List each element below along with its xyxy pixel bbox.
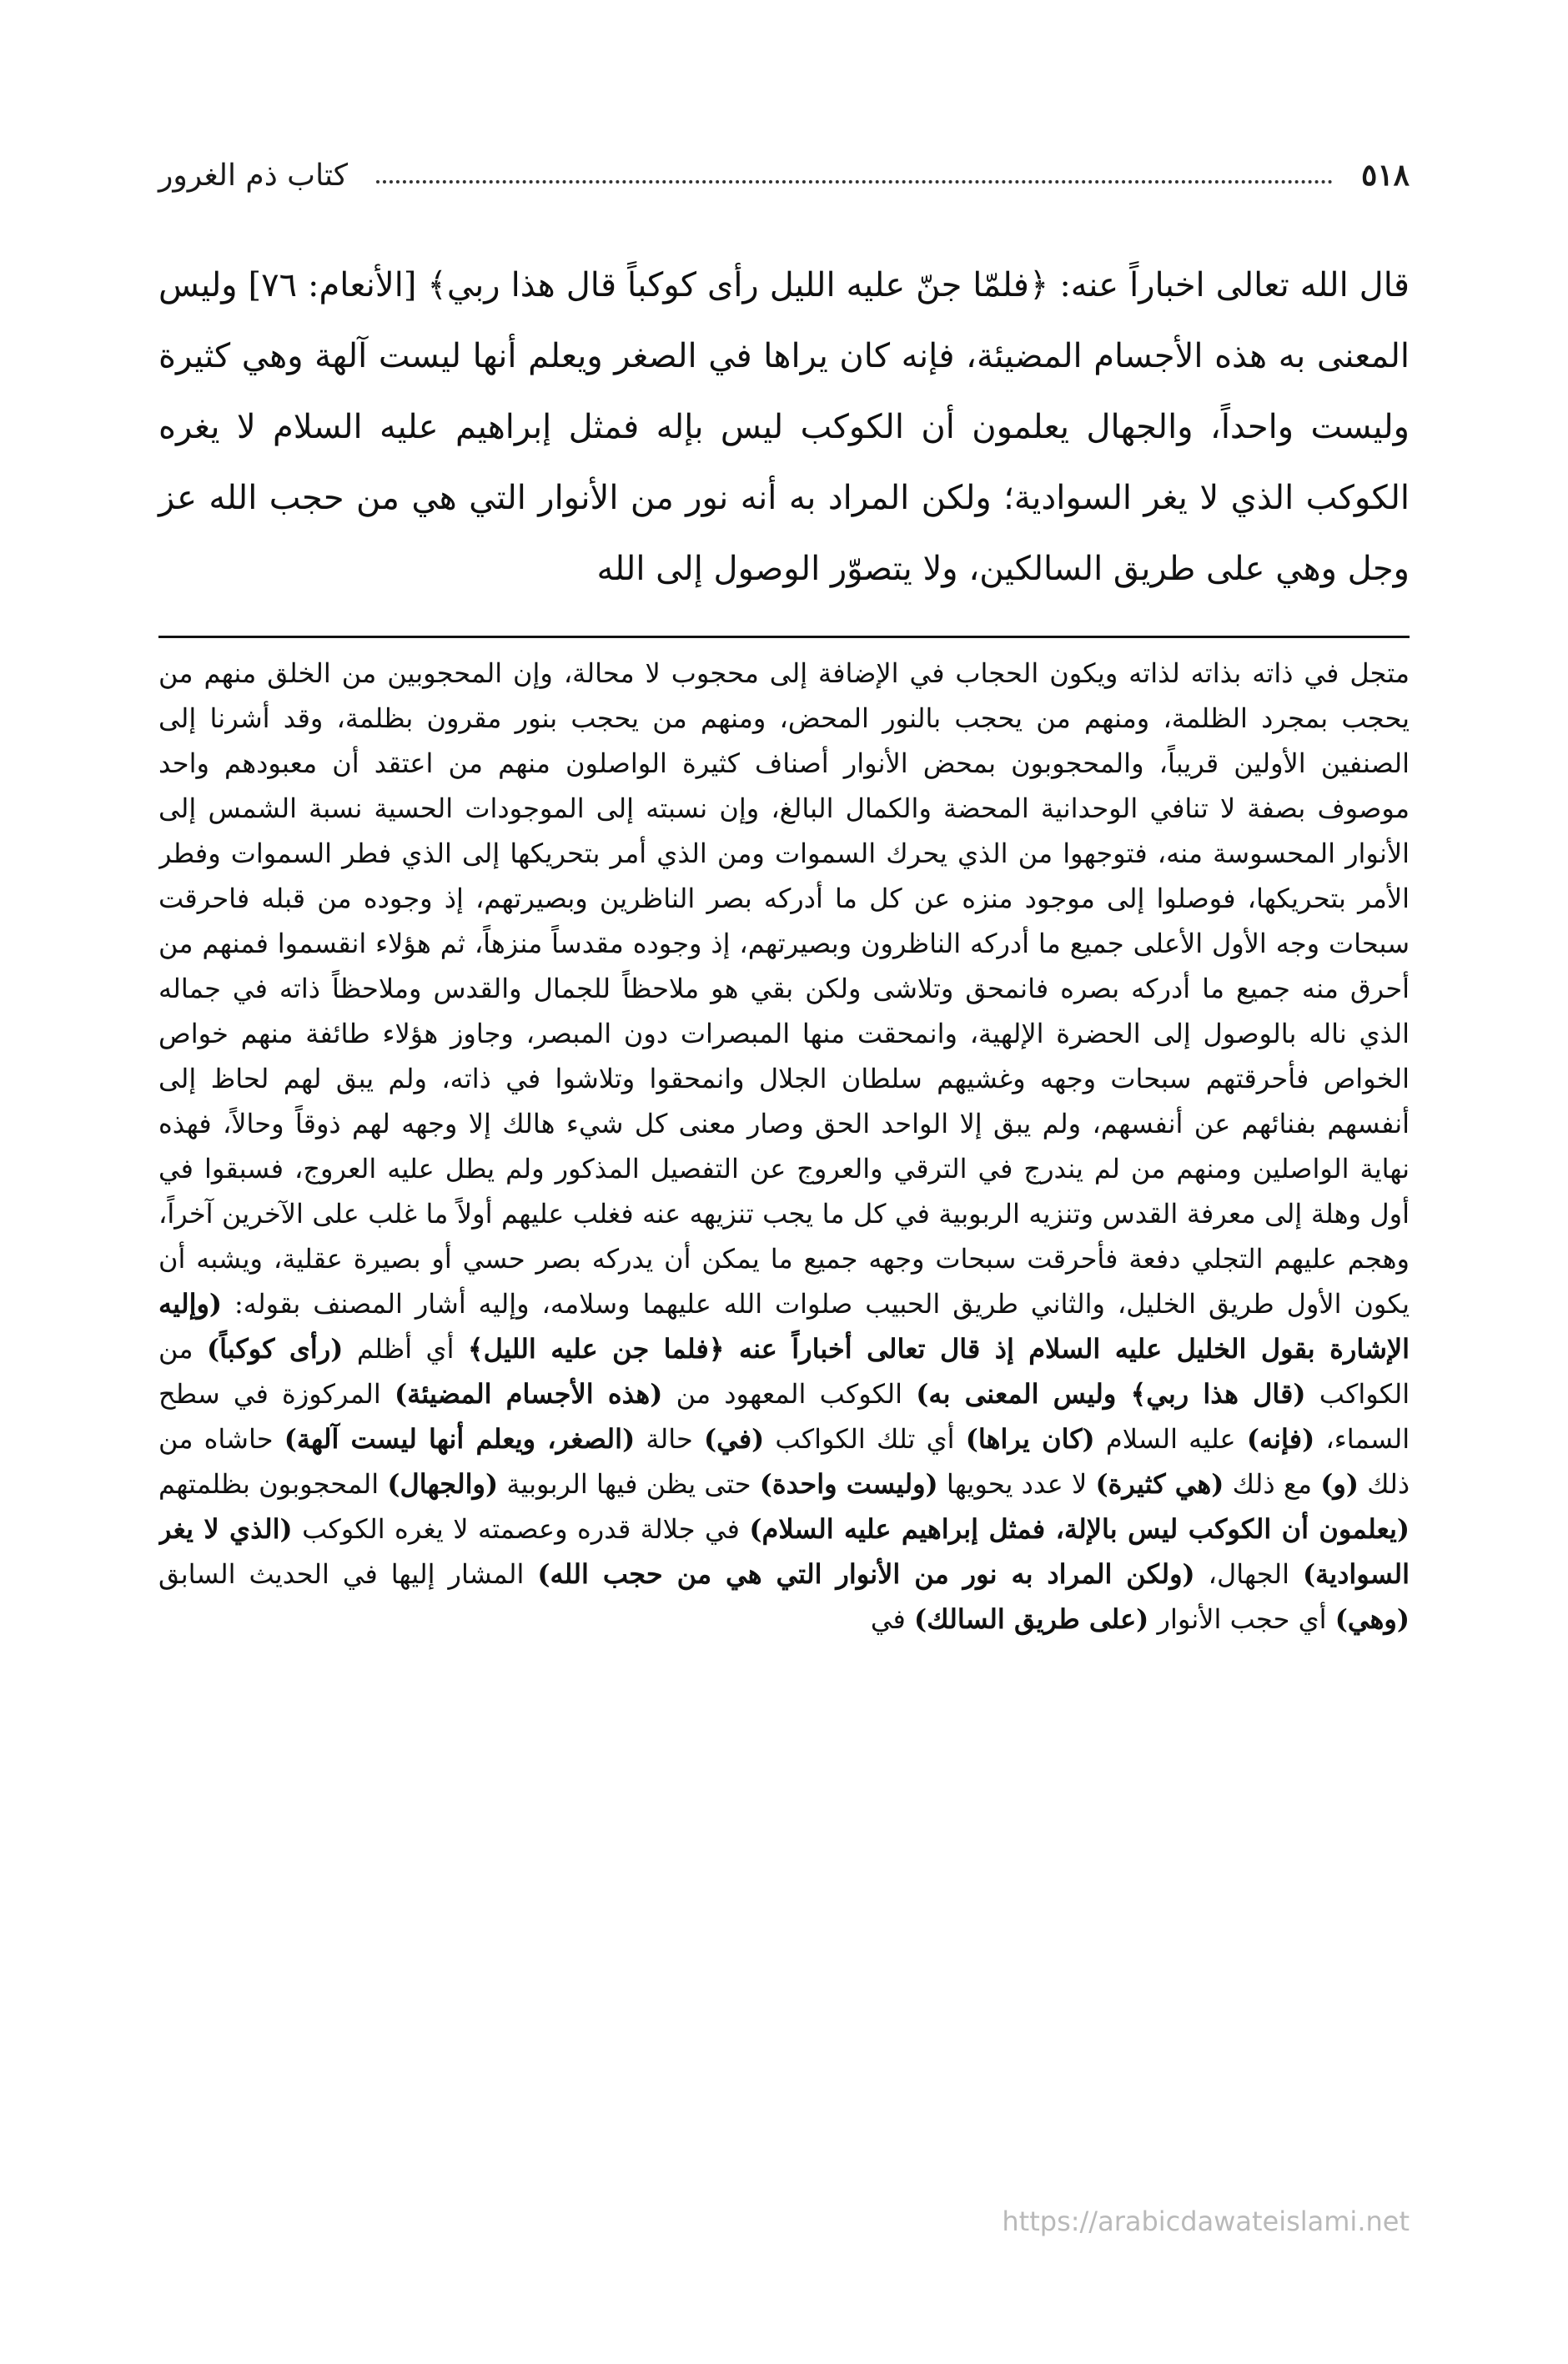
commentary-text: حتى يظن فيها الربوبية [506, 1468, 751, 1500]
commentary-text: من الكواكب [158, 1333, 1410, 1410]
commentary-paragraph [158, 651, 1410, 1642]
commentary-text: أي أظلم [356, 1333, 455, 1365]
commentary-text: حاشاه من ذلك [158, 1423, 1410, 1500]
commentary-text: المحجوبون بظلمتهم [158, 1468, 379, 1500]
commentary-emphasis: (كان يراها) [965, 1423, 1095, 1455]
commentary-text: أي تلك الكواكب [775, 1423, 955, 1455]
commentary-text: عليه السلام [1105, 1423, 1236, 1455]
commentary-emphasis: (هي كثيرة) [1095, 1468, 1224, 1500]
commentary-emphasis: (الذي لا يغر السوادية) [158, 1513, 1410, 1590]
commentary-emphasis: (والجهال) [387, 1468, 499, 1500]
commentary-emphasis: (رأى كوكباً) [206, 1333, 344, 1365]
running-title: كتاب ذم الغرور [158, 158, 349, 193]
commentary-emphasis: (يعلمون أن الكوكب ليس بالإلة، فمثل إبراهيم عليه السلام) [749, 1513, 1410, 1545]
commentary-text: مع ذلك [1232, 1468, 1312, 1500]
commentary [158, 651, 1410, 2236]
page-number: ٥١٨ [1360, 158, 1410, 193]
watermark-url: https://arabicdawateislami.net [1002, 2206, 1410, 2237]
commentary-emphasis: (و) [1320, 1468, 1359, 1500]
main-paragraph: قال الله تعالى اخباراً عنه: ﴿فلمّا جنّ عليه الليل رأى كوكباً قال هذا ربي﴾ [الأنعام: ٧٦] وليس المعنى به هذه الأجسام المضيئة، فإنه كان يراها في الصغر ويعلم أنها ليست آلهة وهي كثيرة وليست واحداً، والجهال يعلمون أن الكوكب ليس بإله فمثل إبراهيم عليه السلام لا يغره الكوكب الذي لا يغر السوادية؛ ولكن المراد به أنه نور من الأنوار التي هي من حجب الله عز وجل وهي على طريق السالكين، ولا يتصوّر الوصول إلى الله [158, 266, 1410, 588]
commentary-text: الجهال، [1208, 1558, 1289, 1590]
footnote-divider [158, 636, 1410, 638]
commentary-emphasis: (ولكن المراد به نور من الأنوار التي هي من حجب الله) [537, 1558, 1195, 1590]
commentary-text: المركوزة في سطح السماء، [158, 1378, 1410, 1455]
commentary-text: المشار إليها في الحديث السابق [158, 1558, 525, 1590]
page-header [158, 150, 1410, 200]
commentary-text: متجل في ذاته بذاته لذاته ويكون الحجاب في الإضافة إلى محجوب لا محالة، وإن المحجوبين من الخلق منهم من يحجب بمجرد الظلمة، ومنهم من يحجب بالنور المحض، ومنهم من يحجب بنور مقرون بظلمة، وقد أشرنا إلى الصنفين الأولين قريباً، والمحجوبون بمحض الأنوار أصناف كثيرة الواصلون منهم من اعتقد أن معبودهم واحد موصوف بصفة لا تنافي الوحدانية المحضة والكمال البالغ، وإن نسبته إلى الموجودات الحسية نسبة الشمس إلى الأنوار المحسوسة منه، فتوجهوا من الذي يحرك السموات ومن الذي أمر بتحريكها إلى الذي فطر السموات وفطر الأمر بتحريكها، فوصلوا إلى موجود منزه عن كل ما أدركه بصر الناظرين وبصيرتهم، إذ وجوده من قبله فاحرقت سبحات وجه الأول الأعلى جميع ما أدركه الناظرون وبصيرتهم، إذ وجوده مقدساً منزهاً، ثم هؤلاء انقسموا فمنهم من أحرق منه جميع ما أدركه بصره فانمحق وتلاشى ولكن بقي هو ملاحظاً للجمال والقدس وملاحظاً ذاته في جماله الذي ناله بالوصول إلى الحضرة الإلهية، وانمحقت منها المبصرات دون المبصر، وجاوز هؤلاء طائفة منهم خواص الخواص فأحرقتهم سبحات وجهه وغشيهم سلطان الجلال وانمحقوا وتلاشوا في ذاته، ولم يبق لهم لحاظ إلى أنفسهم بفنائهم عن أنفسهم، ولم يبق إلا الواحد الحق وصار معنى كل شيء هالك إلا وجهه لهم ذوقاً وحالاً، فهذه نهاية الواصلين ومنهم من لم يندرج في الترقي والعروج عن التفصيل المذكور ولم يطل عليه العروج، فسبقوا في أول وهلة إلى معرفة القدس وتنزيه الربوبية في كل ما يجب تنزيهه عنه فغلب عليهم أولاً ما غلب على الآخرين آخراً، وهجم عليهم التجلي دفعة فأحرقت سبحات وجهه جميع ما يمكن أن يدركه بصر حسي أو بصيرة عقلية، ويشبه أن يكون الأول طريق الخليل، والثاني طريق الحبيب صلوات الله عليهما وسلامه، وإليه أشار المصنف بقوله: [158, 657, 1410, 1320]
commentary-emphasis: (في) [704, 1423, 765, 1455]
commentary-emphasis: (هذه الأجسام المضيئة) [395, 1378, 663, 1410]
commentary-text: في [870, 1603, 906, 1635]
commentary-text: في جلالة قدره وعصمته لا يغره الكوكب [302, 1513, 740, 1545]
commentary-text: الكوكب المعهود من [676, 1378, 903, 1410]
commentary-text: لا عدد يحويها [946, 1468, 1088, 1500]
commentary-emphasis: (وهي) [1334, 1603, 1410, 1635]
commentary-emphasis: (الصغر، ويعلم أنها ليست آلهة) [284, 1423, 636, 1455]
dotted-leader [376, 180, 1333, 184]
commentary-emphasis: (وإليه الإشارة بقول الخليل عليه السلام إذ قال تعالى أخباراً عنه ﴿فلما جن عليه الليل﴾ [158, 1288, 1410, 1365]
commentary-text: أي حجب الأنوار [1157, 1603, 1327, 1635]
commentary-emphasis: (قال هذا ربي﴾ وليس المعنى به) [916, 1378, 1306, 1410]
commentary-emphasis: (على طريق السالك) [914, 1603, 1149, 1635]
main-text [158, 250, 1410, 605]
commentary-emphasis: (فإنه) [1246, 1423, 1315, 1455]
commentary-text: حالة [646, 1423, 693, 1455]
commentary-emphasis: (وليست واحدة) [759, 1468, 938, 1500]
